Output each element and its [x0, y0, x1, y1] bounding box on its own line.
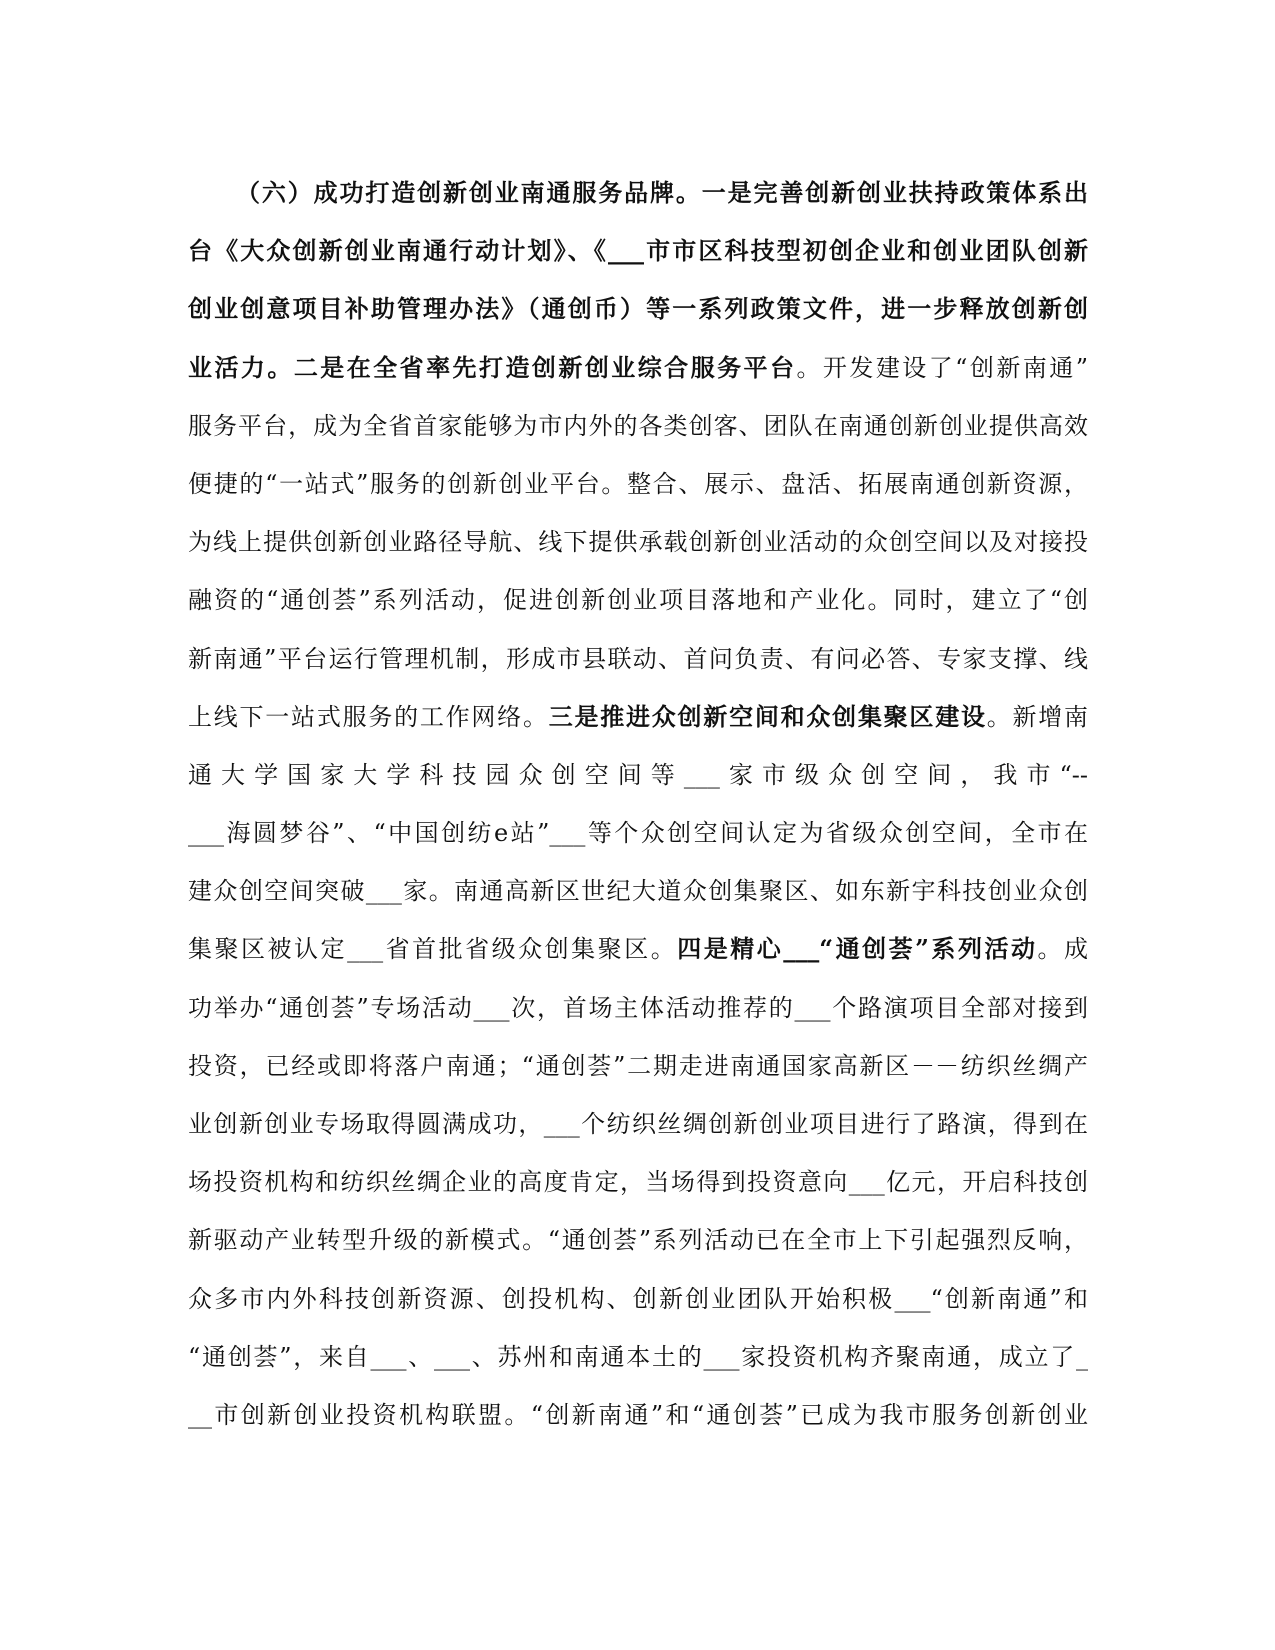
text-segment: 上线下一站式服务的工作网络。	[188, 702, 549, 731]
bold-text-segment: （六）成功打造创新创业南通服务品牌。一是完善创新创业扶持政策体系出	[236, 178, 1088, 207]
text-segment: 集聚区被认定___省首批省级众创集聚区。	[188, 935, 678, 964]
paragraph-line	[188, 1270, 1088, 1328]
paragraph-line	[188, 630, 1088, 688]
text-segment: 。成	[1037, 935, 1089, 964]
paragraph-line	[188, 979, 1088, 1037]
text-segment: 为线上提供创新创业路径导航、线下提供承载创新创业活动的众创空间以及对接投	[188, 528, 1088, 557]
paragraph-line	[188, 1386, 1088, 1444]
text-segment: __市创新创业投资机构联盟。“创新南通”和“通创荟”已成为我市服务创新创业	[188, 1400, 1088, 1429]
paragraph-line	[188, 920, 1088, 978]
paragraph-line	[188, 1211, 1088, 1269]
text-segment: 场投资机构和纺织丝绸企业的高度肯定，当场得到投资意向___亿元，开启科技创	[188, 1168, 1088, 1197]
bold-text-segment: 创业创意项目补助管理办法》（通创币）等一系列政策文件，进一步释放创新创	[188, 294, 1088, 324]
paragraph-line	[188, 455, 1088, 513]
text-segment: 通大学国家大学科技园众创空间等___家市级众创空间，我市“--	[188, 760, 1088, 789]
text-segment: 融资的“通创荟”系列活动，促进创新创业项目落地和产业化。同时，建立了“创	[188, 586, 1088, 615]
paragraph-line	[188, 513, 1088, 571]
paragraph-line	[188, 1328, 1088, 1386]
paragraph-line	[188, 339, 1088, 397]
text-segment: 业创新创业专场取得圆满成功，___个纺织丝绸创新创业项目进行了路演，得到在	[188, 1110, 1088, 1138]
text-segment: 便捷的“一站式”服务的创新创业平台。整合、展示、盘活、拓展南通创新资源，	[188, 469, 1088, 498]
text-segment: 投资，已经或即将落户南通；“通创荟”二期走进南通国家高新区－－纺织丝绸产	[188, 1051, 1088, 1080]
text-segment: 新南通”平台运行管理机制，形成市县联动、首问负责、有问必答、专家支撑、线	[188, 644, 1088, 673]
paragraph-line	[188, 280, 1088, 338]
paragraph-line	[188, 688, 1088, 746]
paragraph-line	[188, 571, 1088, 629]
paragraph-line	[188, 397, 1088, 455]
paragraph-line	[188, 1153, 1088, 1211]
paragraph-line	[188, 746, 1088, 804]
text-segment: 功举办“通创荟”专场活动___次，首场主体活动推荐的___个路演项目全部对接到	[188, 993, 1088, 1022]
paragraph-line	[188, 222, 1088, 280]
document-page	[188, 164, 1088, 1444]
paragraph-line	[188, 804, 1088, 862]
text-segment: 新驱动产业转型升级的新模式。“通创荟”系列活动已在全市上下引起强烈反响，	[188, 1226, 1088, 1255]
text-segment: 众多市内外科技创新资源、创投机构、创新创业团队开始积极___“创新南通”和	[188, 1284, 1088, 1313]
bold-text-segment: 三是推进众创新空间和众创集聚区建设	[548, 701, 987, 731]
text-segment: 服务平台，成为全省首家能够为市内外的各类创客、团队在南通创新创业提供高效	[188, 411, 1088, 440]
text-segment: 建众创空间突破___家。南通高新区世纪大道众创集聚区、如东新宇科技创业众创	[188, 877, 1088, 906]
text-segment: ___海圆梦谷”、“中国创纺e站”___等个众创空间认定为省级众创空间，全市在	[188, 819, 1088, 848]
bold-text-segment: 四是精心___“通创荟”系列活动	[677, 934, 1038, 964]
bold-text-segment: 台《大众创新创业南通行动计划》、《___市市区科技型初创企业和创业团队创新	[188, 236, 1088, 266]
bold-text-segment: 业活力。二是在全省率先打造创新创业综合服务平台	[188, 352, 797, 382]
paragraph-line	[188, 164, 1088, 222]
text-segment: 。新增南	[986, 702, 1089, 731]
text-segment: “通创荟”，来自___、___、苏州和南通本土的___家投资机构齐聚南通，成立了_	[188, 1342, 1088, 1371]
paragraph-line	[188, 862, 1088, 920]
paragraph-line	[188, 1095, 1088, 1153]
text-segment: 。开发建设了“创新南通”	[796, 353, 1088, 382]
paragraph-line	[188, 1037, 1088, 1095]
